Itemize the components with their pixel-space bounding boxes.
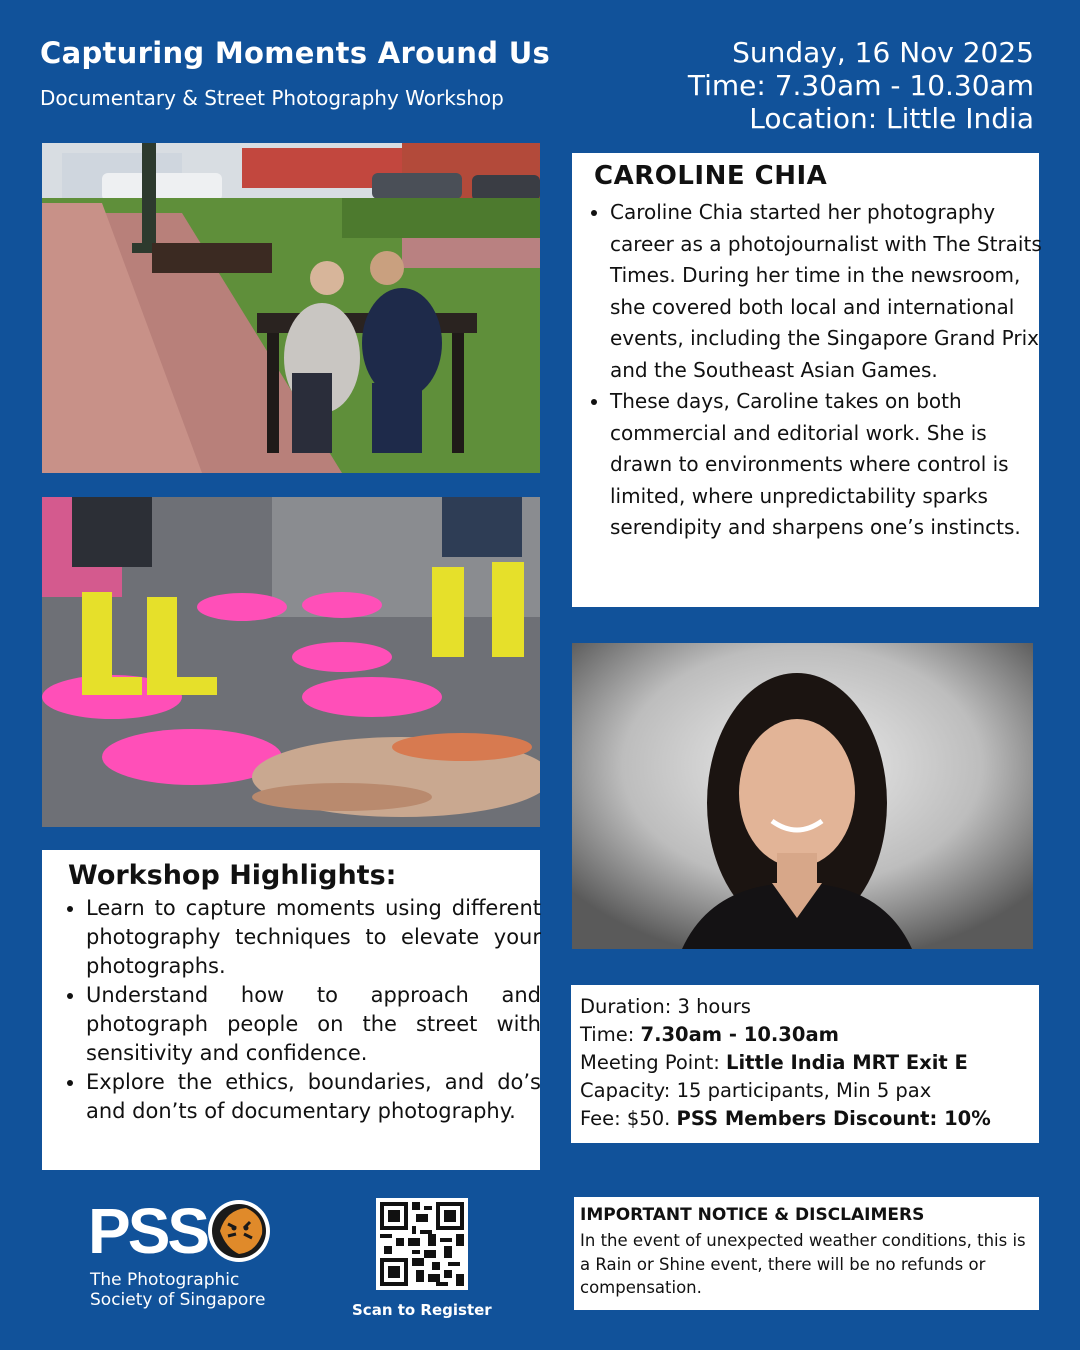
page-subtitle: Documentary & Street Photography Workshop bbox=[40, 86, 504, 110]
park-photo bbox=[42, 143, 540, 473]
event-date: Sunday, 16 Nov 2025 bbox=[732, 36, 1034, 69]
notice-title: IMPORTANT NOTICE & DISCLAIMERS bbox=[580, 1205, 925, 1225]
details-list bbox=[580, 993, 991, 1133]
tiger-icon bbox=[206, 1198, 272, 1264]
notice-card bbox=[574, 1197, 1039, 1310]
capacity-line: Capacity: 15 participants, Min 5 pax bbox=[580, 1079, 932, 1102]
bio-paragraph: • Caroline Chia started her photography career as a photojournalist with The Straits Times. During her time in the newsroom, she covered both local and international events, including the Singapore Grand Prix and the Southeast Asian Games. bbox=[610, 197, 1050, 386]
notice-text: In the event of unexpected weather conditions, this is a Rain or Shine event, there will be no refunds or compensation. bbox=[580, 1231, 1026, 1297]
highlight-item: • Explore the ethics, boundaries, and do’s and don’ts of documentary photography. bbox=[86, 1068, 541, 1126]
pss-logo-caption bbox=[90, 1270, 265, 1310]
fish-market-photo bbox=[42, 497, 540, 827]
qr-code[interactable] bbox=[376, 1198, 468, 1290]
bio-list bbox=[590, 197, 1050, 544]
highlights-list bbox=[66, 894, 541, 1126]
qr-code-icon bbox=[376, 1198, 468, 1290]
meeting-value: Little India MRT Exit E bbox=[726, 1051, 968, 1074]
highlight-item: • Learn to capture moments using different photography techniques to elevate your photographs. bbox=[86, 894, 541, 981]
duration-line: Duration: 3 hours bbox=[580, 995, 751, 1018]
event-info bbox=[688, 36, 1034, 135]
bio-paragraph: • These days, Caroline takes on both commercial and editorial work. She is drawn to environments where control is limited, where unpredictability sparks serendipity and sharpens one’s instincts. bbox=[610, 386, 1050, 544]
page-title: Capturing Moments Around Us bbox=[40, 36, 551, 70]
fee-label: Fee: $50. bbox=[580, 1107, 677, 1130]
portrait-photo bbox=[572, 643, 1033, 949]
highlights-card bbox=[42, 850, 540, 1170]
time-label: Time: bbox=[580, 1023, 641, 1046]
qr-caption: Scan to Register bbox=[352, 1301, 492, 1319]
fee-value: PSS Members Discount: 10% bbox=[676, 1107, 991, 1130]
meeting-line bbox=[580, 1049, 991, 1077]
bio-name: CAROLINE CHIA bbox=[594, 161, 828, 191]
highlights-title: Workshop Highlights: bbox=[68, 860, 397, 891]
logo-line-1: The Photographic bbox=[90, 1270, 240, 1290]
logo-line-2: Society of Singapore bbox=[90, 1290, 266, 1310]
time-line bbox=[580, 1021, 991, 1049]
bio-card bbox=[572, 153, 1042, 607]
event-time: Time: 7.30am - 10.30am bbox=[687, 69, 1034, 102]
details-card bbox=[571, 985, 1039, 1143]
meeting-label: Meeting Point: bbox=[580, 1051, 727, 1074]
fee-line bbox=[580, 1105, 991, 1133]
event-location: Location: Little India bbox=[749, 102, 1034, 135]
time-value: 7.30am - 10.30am bbox=[640, 1023, 839, 1046]
pss-logo-text: PSS bbox=[88, 1195, 208, 1267]
highlight-item: • Understand how to approach and photograph people on the street with sensitivity and confidence. bbox=[86, 981, 541, 1068]
